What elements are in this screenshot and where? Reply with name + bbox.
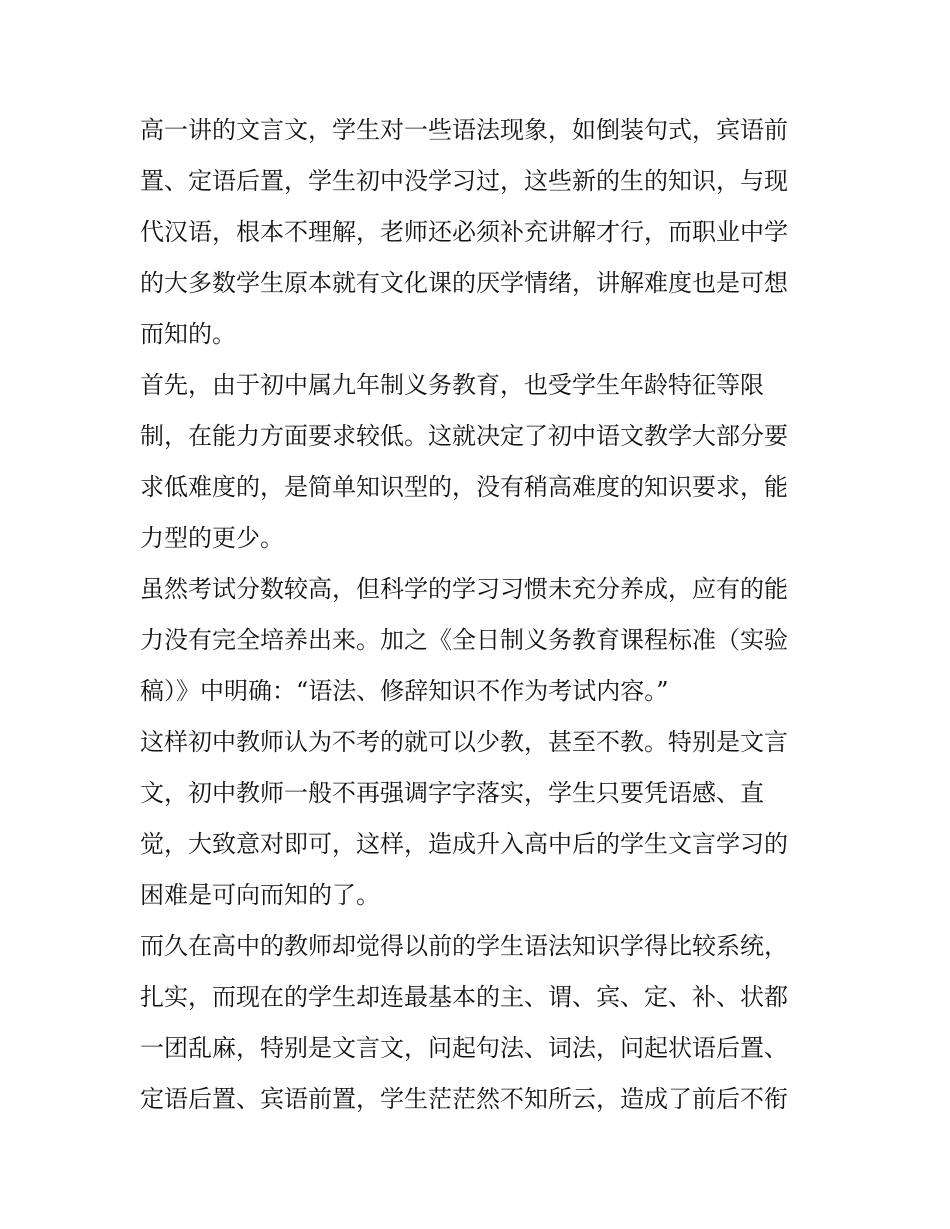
text-line-6: 首先，由于初中属九年制义务教育，也受学生年龄特征等限 (140, 371, 764, 399)
text-line-12: 稿）》中明确：“语法、修辞知识不作为考试内容。” (140, 677, 669, 705)
text-line-16: 困难是可向而知的了。 (140, 881, 380, 909)
text-line-20: 定语后置、宾语前置，学生茫茫然不知所云，造成了前后不衔 (140, 1085, 788, 1113)
text-line-14: 文，初中教师一般不再强调字字落实，学生只要凭语感、直 (140, 779, 764, 807)
text-line-1: 高一讲的文言文，学生对一些语法现象，如倒装句式，宾语前 (140, 116, 788, 144)
text-line-4: 的大多数学生原本就有文化课的厌学情绪，讲解难度也是可想 (140, 269, 788, 297)
text-line-17: 而久在高中的教师却觉得以前的学生语法知识学得比较系统， (140, 932, 788, 960)
text-line-19: 一团乱麻，特别是文言文，问起句法、词法，问起状语后置、 (140, 1034, 788, 1062)
text-line-8: 求低难度的，是简单知识型的，没有稍高难度的知识要求，能 (140, 473, 788, 501)
text-line-7: 制，在能力方面要求较低。这就决定了初中语文教学大部分要 (140, 422, 788, 450)
body-text (140, 105, 812, 1125)
text-line-2: 置、定语后置，学生初中没学习过，这些新的生的知识，与现 (140, 167, 788, 195)
text-line-18: 扎实，而现在的学生却连最基本的主、谓、宾、定、补、状都 (140, 983, 788, 1011)
text-line-3: 代汉语，根本不理解，老师还必须补充讲解才行，而职业中学 (140, 218, 788, 246)
text-line-10: 虽然考试分数较高，但科学的学习习惯未充分养成，应有的能 (140, 575, 788, 603)
text-line-9: 力型的更少。 (140, 524, 284, 552)
text-line-15: 觉，大致意对即可，这样，造成升入高中后的学生文言学习的 (140, 830, 788, 858)
text-line-11: 力没有完全培养出来。加之《全日制义务教育课程标准（实验 (140, 626, 788, 654)
text-line-5: 而知的。 (140, 320, 236, 348)
text-line-13: 这样初中教师认为不考的就可以少教，甚至不教。特别是文言 (140, 728, 788, 756)
